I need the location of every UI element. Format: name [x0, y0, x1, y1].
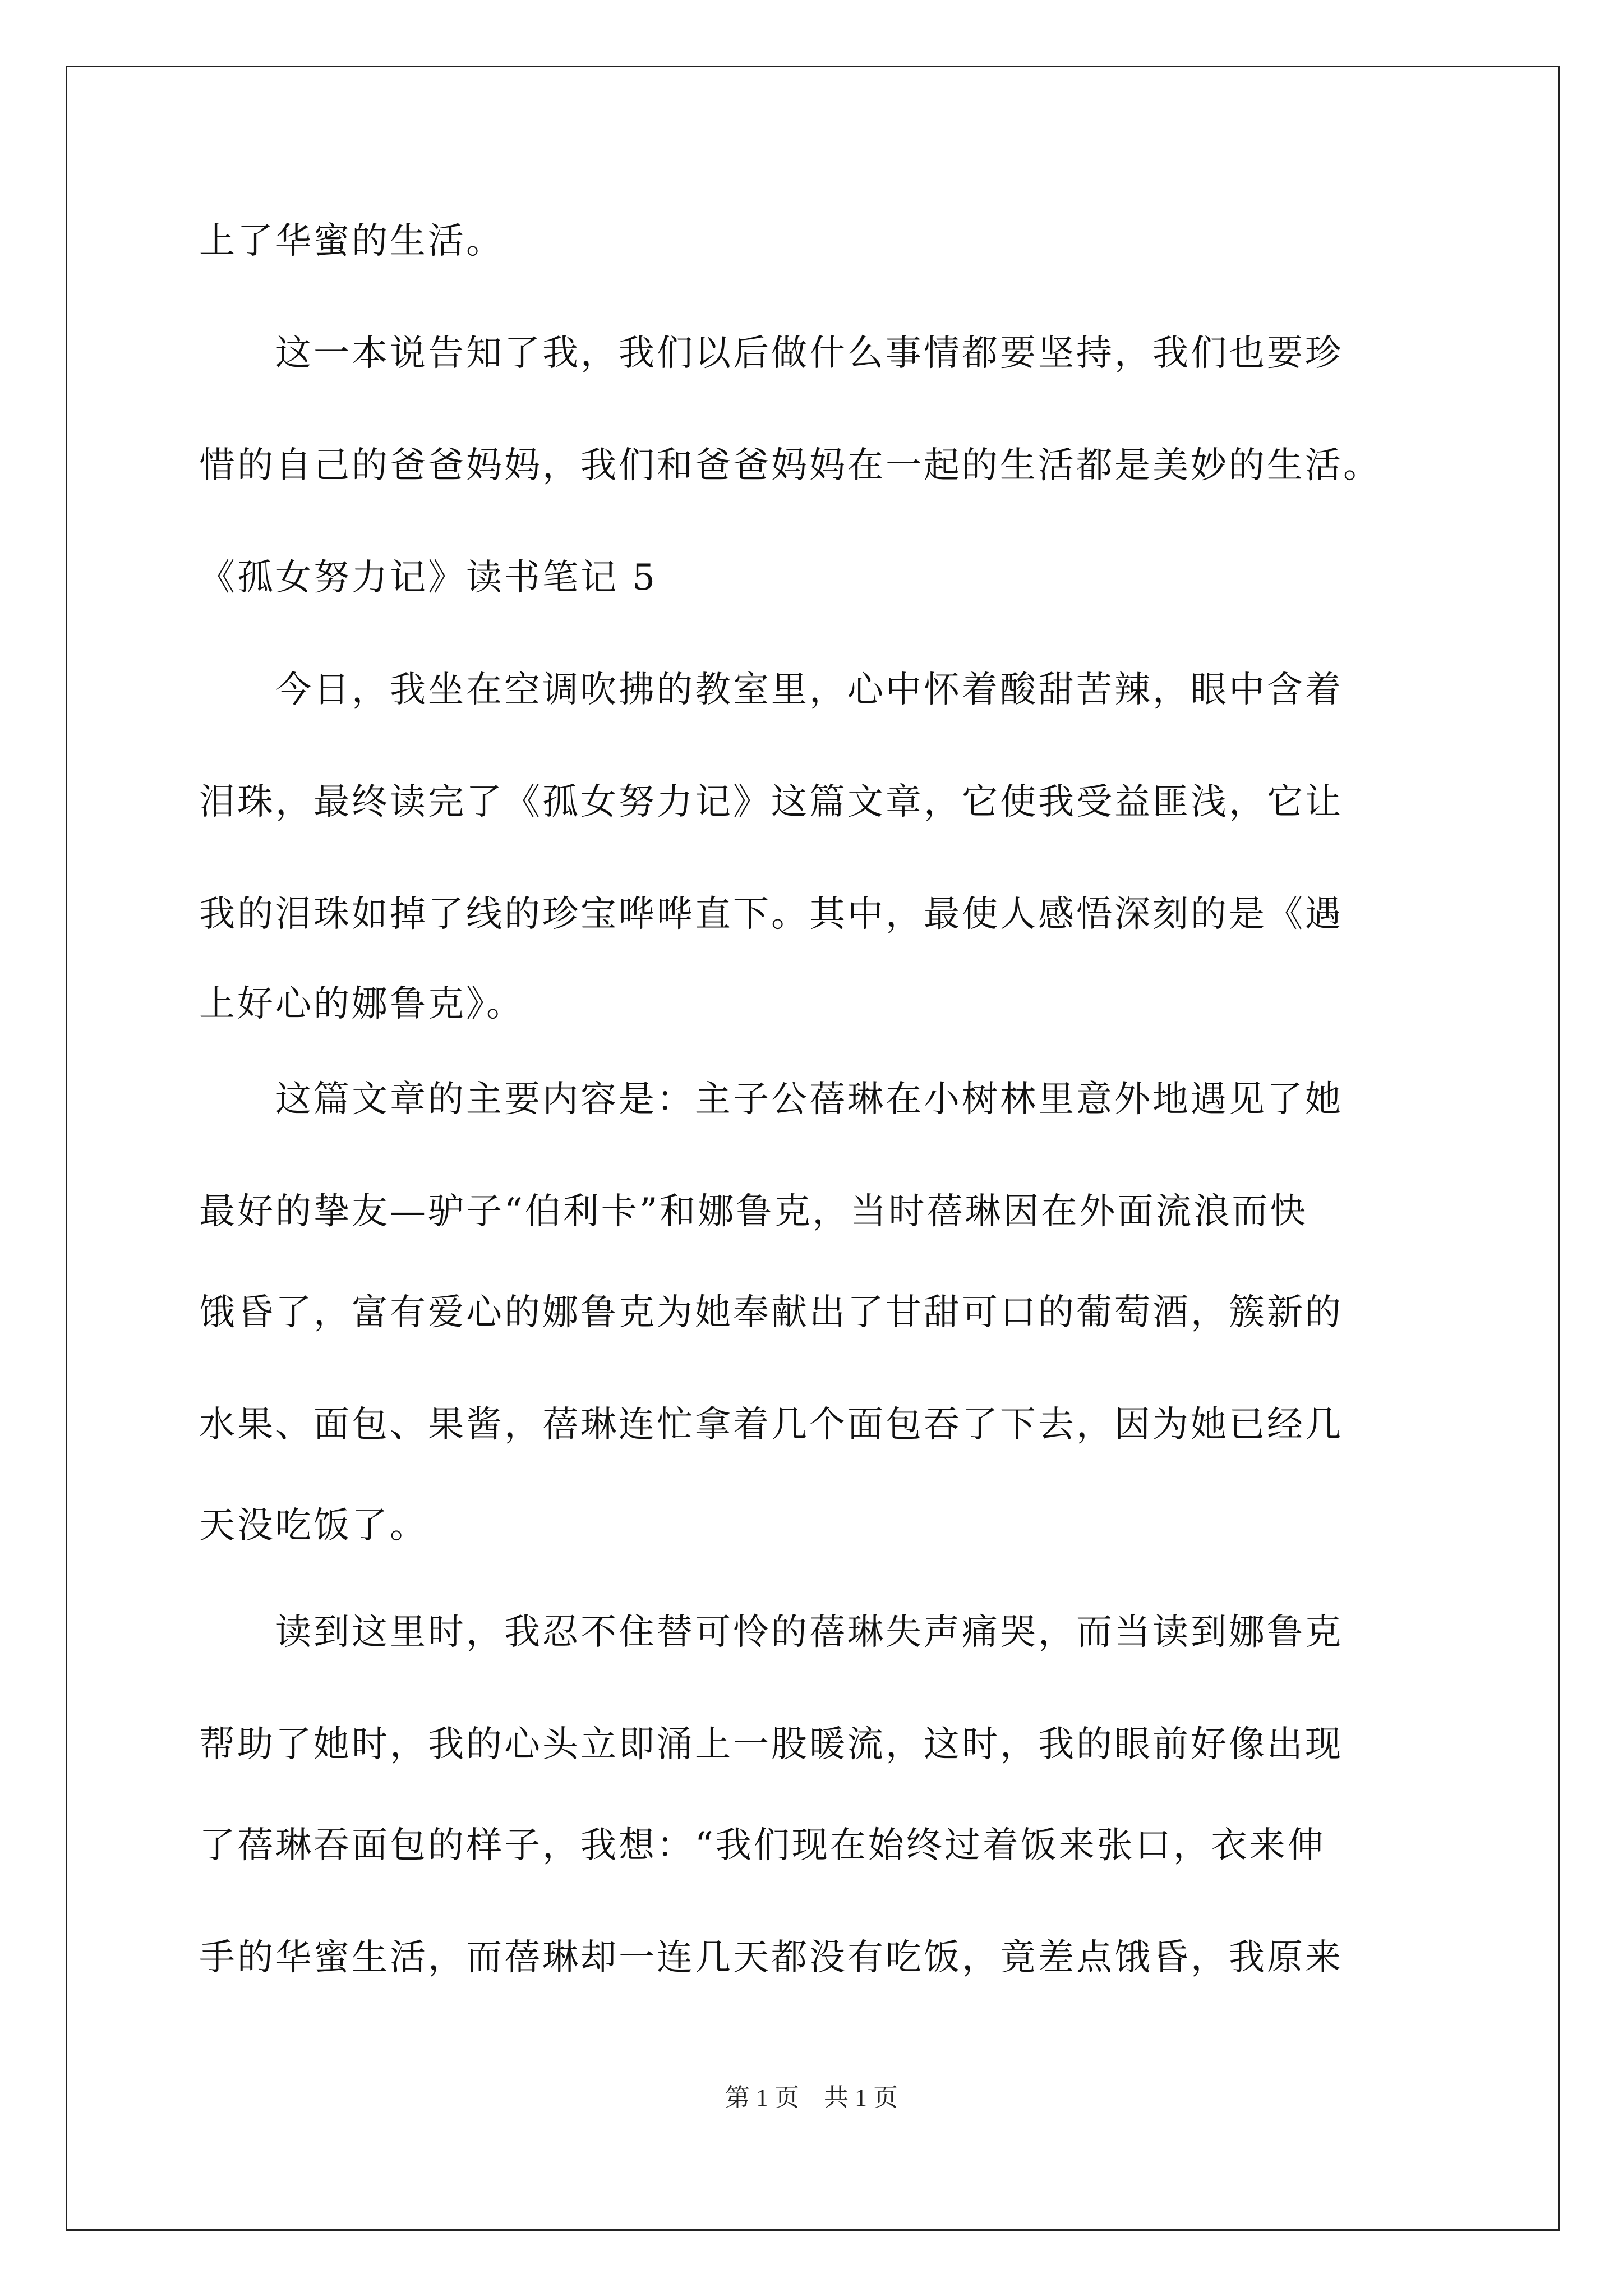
text-line: 饿昏了，富有爱心的娜鲁克为她奉献出了甘甜可口的葡萄酒，簇新的 [199, 1292, 1343, 1333]
text-line: 惜的自己的爸爸妈妈，我们和爸爸妈妈在一起的生活都是美妙的生活。 [199, 445, 1381, 486]
page-footer: 第 1 页 共 1 页 [725, 2084, 898, 2111]
text-line: 手的华蜜生活，而蓓琳却一连几天都没有吃饭，竟差点饿昏，我原来 [199, 1937, 1343, 1978]
text-line: 泪珠，最终读完了《孤女努力记》这篇文章，它使我受益匪浅，它让 [199, 781, 1343, 823]
text-line: 水果、面包、果酱，蓓琳连忙拿着几个面包吞了下去，因为她已经几 [199, 1404, 1343, 1446]
text-line: 这一本说告知了我，我们以后做什么事情都要坚持，我们也要珍 [199, 333, 1343, 374]
text-line: 天没吃饭了。 [199, 1505, 428, 1547]
text-line: 了蓓琳吞面包的样子，我想：“我们现在始终过着饭来张口，衣来伸 [199, 1825, 1326, 1866]
text-line: 帮助了她时，我的心头立即涌上一股暖流，这时，我的眼前好像出现 [199, 1724, 1343, 1765]
section-heading: 《孤女努力记》读书笔记 5 [199, 557, 658, 599]
text-line: 这篇文章的主要内容是：主子公蓓琳在小树林里意外地遇见了她 [199, 1079, 1343, 1120]
text-line: 今日，我坐在空调吹拂的教室里，心中怀着酸甜苦辣，眼中含着 [199, 669, 1343, 711]
page-border [66, 66, 1560, 2231]
text-line: 最好的挚友—驴子“伯利卡”和娜鲁克，当时蓓琳因在外面流浪而快 [199, 1191, 1308, 1232]
text-line: 上了华蜜的生活。 [199, 220, 504, 262]
text-line: 读到这里时，我忍不住替可怜的蓓琳失声痛哭，而当读到娜鲁克 [199, 1612, 1343, 1653]
text-line: 上好心的娜鲁克》。 [199, 983, 524, 1025]
text-line: 我的泪珠如掉了线的珍宝哗哗直下。其中，最使人感悟深刻的是《遇 [199, 894, 1343, 935]
